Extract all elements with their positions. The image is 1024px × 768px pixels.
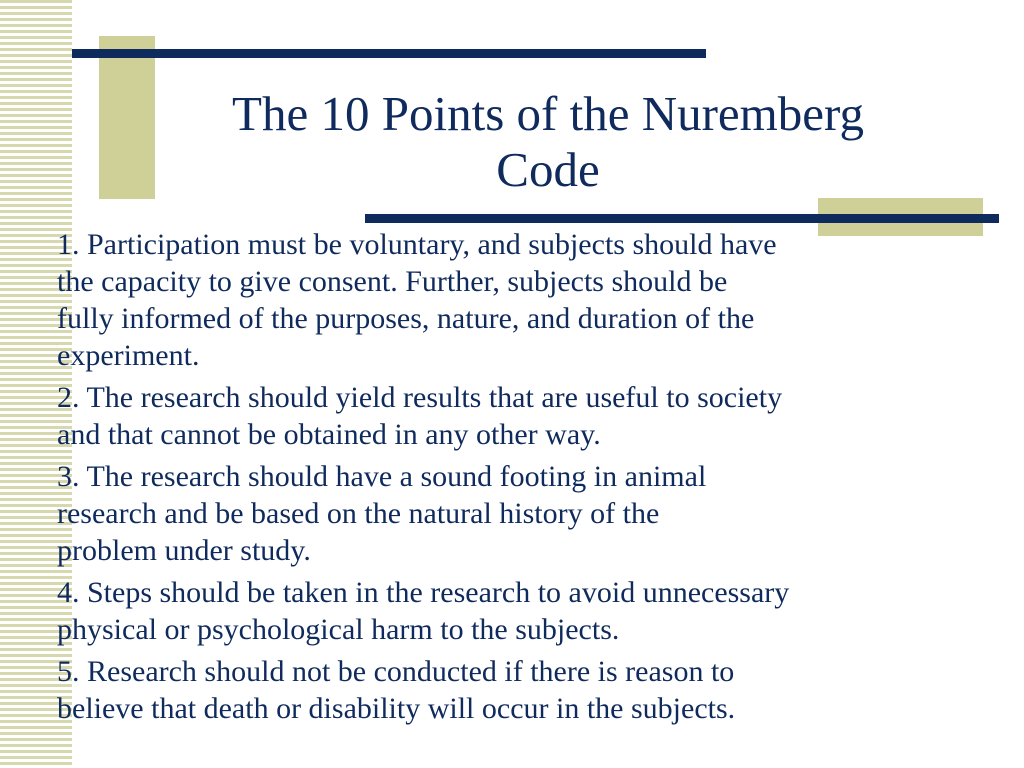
decorative-navy-line-bottom	[365, 214, 999, 223]
point-1	[57, 226, 977, 374]
point-1-line-3: fully informed of the purposes, nature, and duration of the	[57, 302, 755, 335]
point-3-line-1: 3. The research should have a sound footing in animal	[57, 460, 707, 493]
point-3-line-2: research and be based on the natural history of the	[57, 497, 660, 530]
decorative-navy-line-top	[72, 49, 706, 58]
point-1-line-2: the capacity to give consent. Further, subjects should be	[57, 265, 728, 298]
slide-title-line-2: Code	[496, 142, 600, 197]
decorative-olive-block-left	[99, 36, 155, 199]
point-1-line-4: experiment.	[57, 339, 200, 372]
point-5	[57, 653, 977, 727]
slide-title-line-1: The 10 Points of the Nuremberg	[232, 86, 864, 141]
points-list	[57, 226, 977, 732]
point-4	[57, 574, 977, 648]
point-3-line-3: problem under study.	[57, 534, 311, 567]
point-4-line-2: physical or psychological harm to the subjects.	[57, 613, 620, 646]
point-3	[57, 458, 977, 569]
point-2	[57, 379, 977, 453]
point-4-line-1: 4. Steps should be taken in the research to avoid unnecessary	[57, 576, 790, 609]
point-5-line-1: 5. Research should not be conducted if there is reason to	[57, 655, 735, 688]
point-5-line-2: believe that death or disability will occur in the subjects.	[57, 692, 736, 725]
slide-title	[160, 86, 936, 198]
point-2-line-1: 2. The research should yield results that are useful to society	[57, 381, 783, 414]
point-1-line-1: 1. Participation must be voluntary, and subjects should have	[57, 228, 777, 261]
point-2-line-2: and that cannot be obtained in any other way.	[57, 418, 601, 451]
